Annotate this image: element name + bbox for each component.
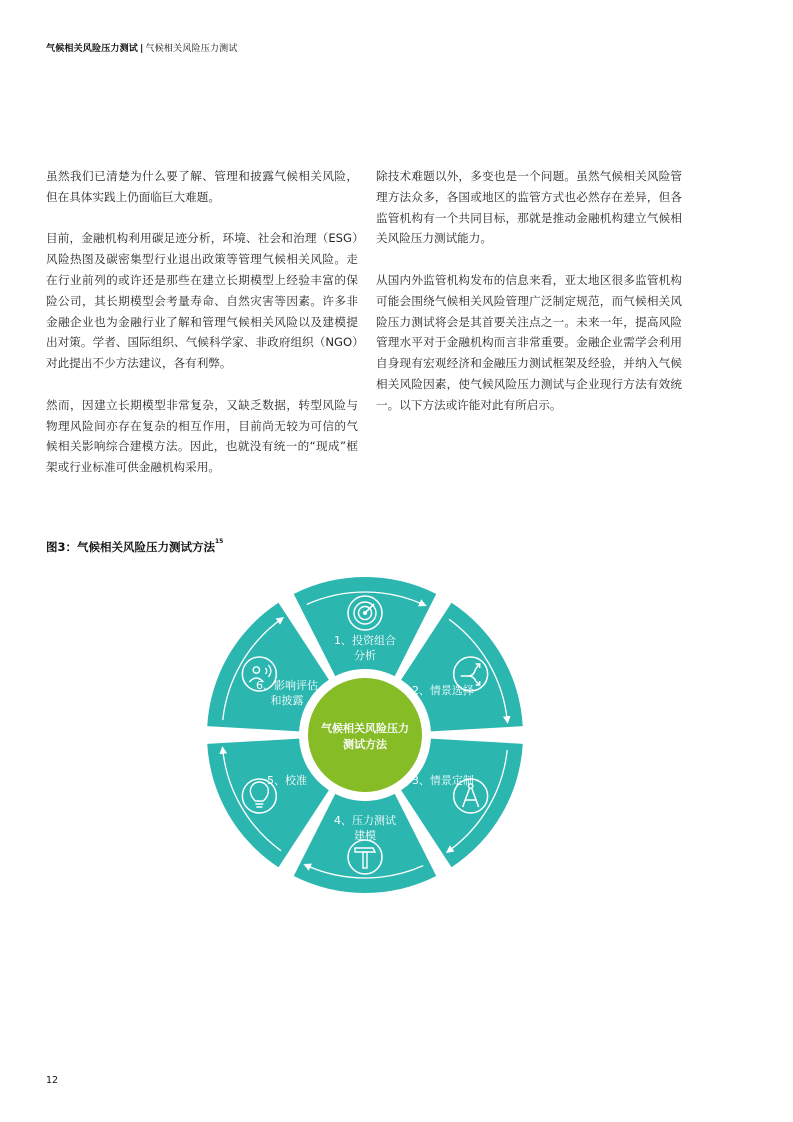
figure-title-text: 图3：气候相关风险压力测试方法	[46, 540, 215, 554]
stress-test-cycle-diagram	[195, 575, 535, 895]
left-column	[46, 166, 358, 499]
running-header	[46, 41, 238, 54]
segment-label-line2: 和披露	[270, 694, 304, 707]
paragraph: 从国内外监管机构发布的信息来看，亚太地区很多监管机构可能会围绕气候相关风险管理广泛制定规范，而气候相关风险压力测试将会是其首要关注点之一。未来一年，提高风险管理水平对于金融机构而言非常重要。金融企业需学会利用自身现有宏观经济和金融压力测试框架及经验，并纳入气候相关风险因素，使气候风险压力测试与企业现行方法有效统一。以下方法或许能对此有所启示。	[376, 272, 682, 412]
segment-label-line1: 4、压力测试	[334, 814, 396, 827]
paragraph: 除技术难题以外，多变也是一个问题。虽然气候相关风险管理方法众多，各国或地区的监管方式也必然存在差异，但各监管机构有一个共同目标，那就是推动金融机构建立气候相关风险压力测试能力。	[376, 169, 682, 246]
center-label-line2: 测试方法	[343, 738, 387, 751]
segment-label-line1: 1、投资组合	[334, 634, 396, 647]
paragraph: 虽然我们已清楚为什么要了解、管理和披露气候相关风险，但在具体实践上仍面临巨大难题。	[46, 169, 358, 204]
segment-label-line2: 分析	[354, 649, 376, 662]
right-column	[376, 166, 682, 436]
center-circle	[308, 678, 422, 792]
center-label-line1: 气候相关风险压力	[321, 722, 409, 735]
header-subtitle: 气候相关风险压力测试	[145, 44, 238, 54]
header-title: 气候相关风险压力测试	[46, 44, 139, 54]
segment-label-line1: 6、影响评估	[256, 679, 319, 692]
header-separator: |	[140, 44, 144, 54]
segment-label-line2: 建模	[354, 829, 376, 842]
figure-title	[46, 539, 223, 555]
figure-footnote-ref: 15	[215, 538, 224, 545]
segment-label-line1: 2、情景选择	[411, 684, 474, 697]
segment-label-line1: 3、情景定制	[411, 774, 474, 787]
paragraph: 目前，金融机构利用碳足迹分析，环境、社会和治理（ESG）风险热图及碳密集型行业退出政策等管理气候相关风险。走在行业前列的或许还是那些在建立长期模型上经验丰富的保险公司，其长期模型会考量寿命、自然灾害等因素。许多非金融企业也为金融行业了解和管理气候相关风险以及建模提出对策。学者、国际组织、气候科学家、非政府组织（NGO）对此提出不少方法建议，各有利弊。	[46, 231, 358, 371]
page-number: 12	[46, 1075, 59, 1086]
paragraph: 然而，因建立长期模型非常复杂，又缺乏数据，转型风险与物理风险间亦存在复杂的相互作用，目前尚无较为可信的气候相关影响综合建模方法。因此，也就没有统一的“现成”框架或行业标准可供金融机构采用。	[46, 397, 358, 475]
segment-label-line1: 5、校准	[267, 774, 308, 787]
